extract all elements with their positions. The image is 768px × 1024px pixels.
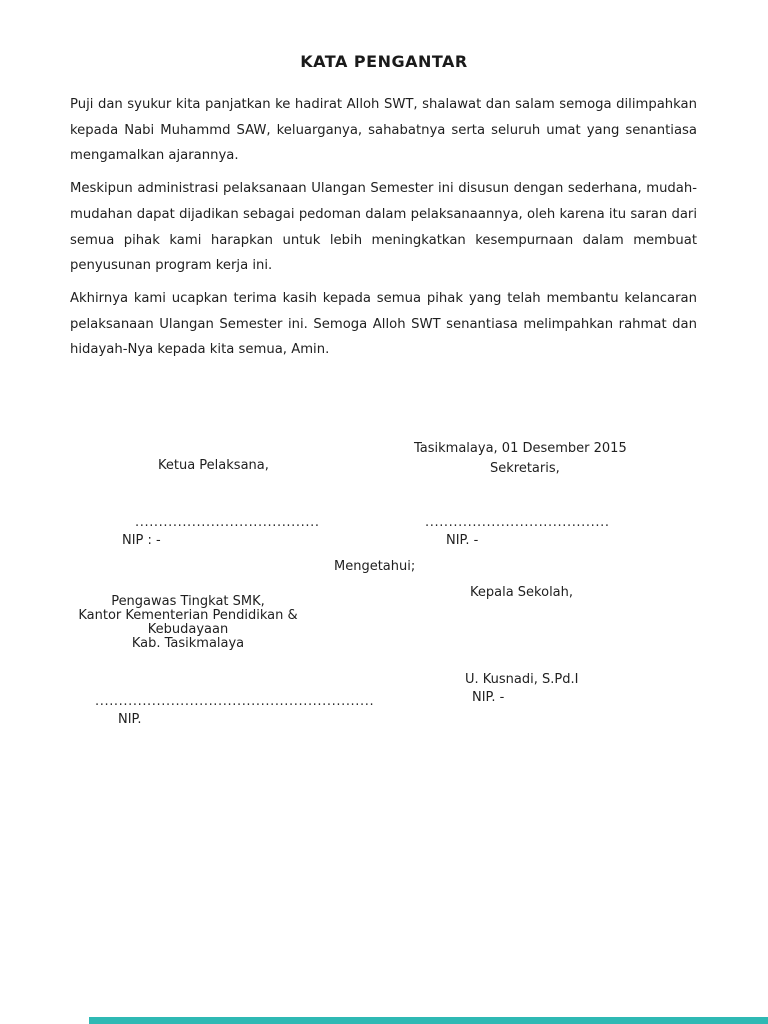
ketua-signature-dots: ....................................... [135, 515, 320, 530]
ketua-pelaksana-label: Ketua Pelaksana, [158, 458, 269, 473]
pengawas-nip: NIP. [118, 712, 142, 727]
page-title: KATA PENGANTAR [300, 52, 468, 71]
ketua-nip: NIP : - [122, 533, 161, 548]
pengawas-line-2: Kantor Kementerian Pendidikan & [78, 608, 298, 623]
sekretaris-label: Sekretaris, [490, 461, 560, 476]
kepala-sekolah-nip: NIP. - [472, 690, 505, 705]
sekretaris-signature-dots: ....................................... [425, 515, 610, 530]
paragraph-2: Meskipun administrasi pelaksanaan Ulangan Semester ini disusun dengan sederhana, mudah-mudahan dapat dijadikan sebagai pedoman dalam pelaksanaannya, oleh karena itu saran dari semua pihak kami harapkan untuk lebih meningkatkan kesempurnaan dalam membuat penyusunan program kerja ini. [70, 181, 697, 274]
date-line: Tasikmalaya, 01 Desember 2015 [414, 441, 627, 456]
mengetahui-label: Mengetahui; [334, 559, 416, 574]
kepala-sekolah-name: U. Kusnadi, S.Pd.I [465, 672, 579, 687]
sekretaris-nip: NIP. - [446, 533, 479, 548]
paragraph-3: Akhirnya kami ucapkan terima kasih kepada semua pihak yang telah membantu kelancaran pelaksanaan Ulangan Semester ini. Semoga Alloh SWT senantiasa melimpahkan rahmat dan hidayah-Nya kepada kita semua, Amin. [70, 290, 697, 358]
body-text [70, 92, 697, 370]
pengawas-title-block [68, 595, 308, 651]
pengawas-line-3: Kebudayaan [147, 622, 229, 637]
pengawas-line-1: Pengawas Tingkat SMK, [111, 594, 265, 609]
pengawas-signature-dots: ........................................................... [95, 694, 375, 709]
kepala-sekolah-label: Kepala Sekolah, [470, 585, 574, 600]
scroll-progress-bar[interactable] [89, 1017, 768, 1024]
paragraph-1: Puji dan syukur kita panjatkan ke hadirat Alloh SWT, shalawat dan salam semoga dilimpahkan kepada Nabi Muhammd SAW, keluarganya, sahabatnya serta seluruh umat yang senantiasa mengamalkan ajarannya. [70, 97, 697, 164]
pengawas-line-4: Kab. Tasikmalaya [131, 636, 245, 651]
